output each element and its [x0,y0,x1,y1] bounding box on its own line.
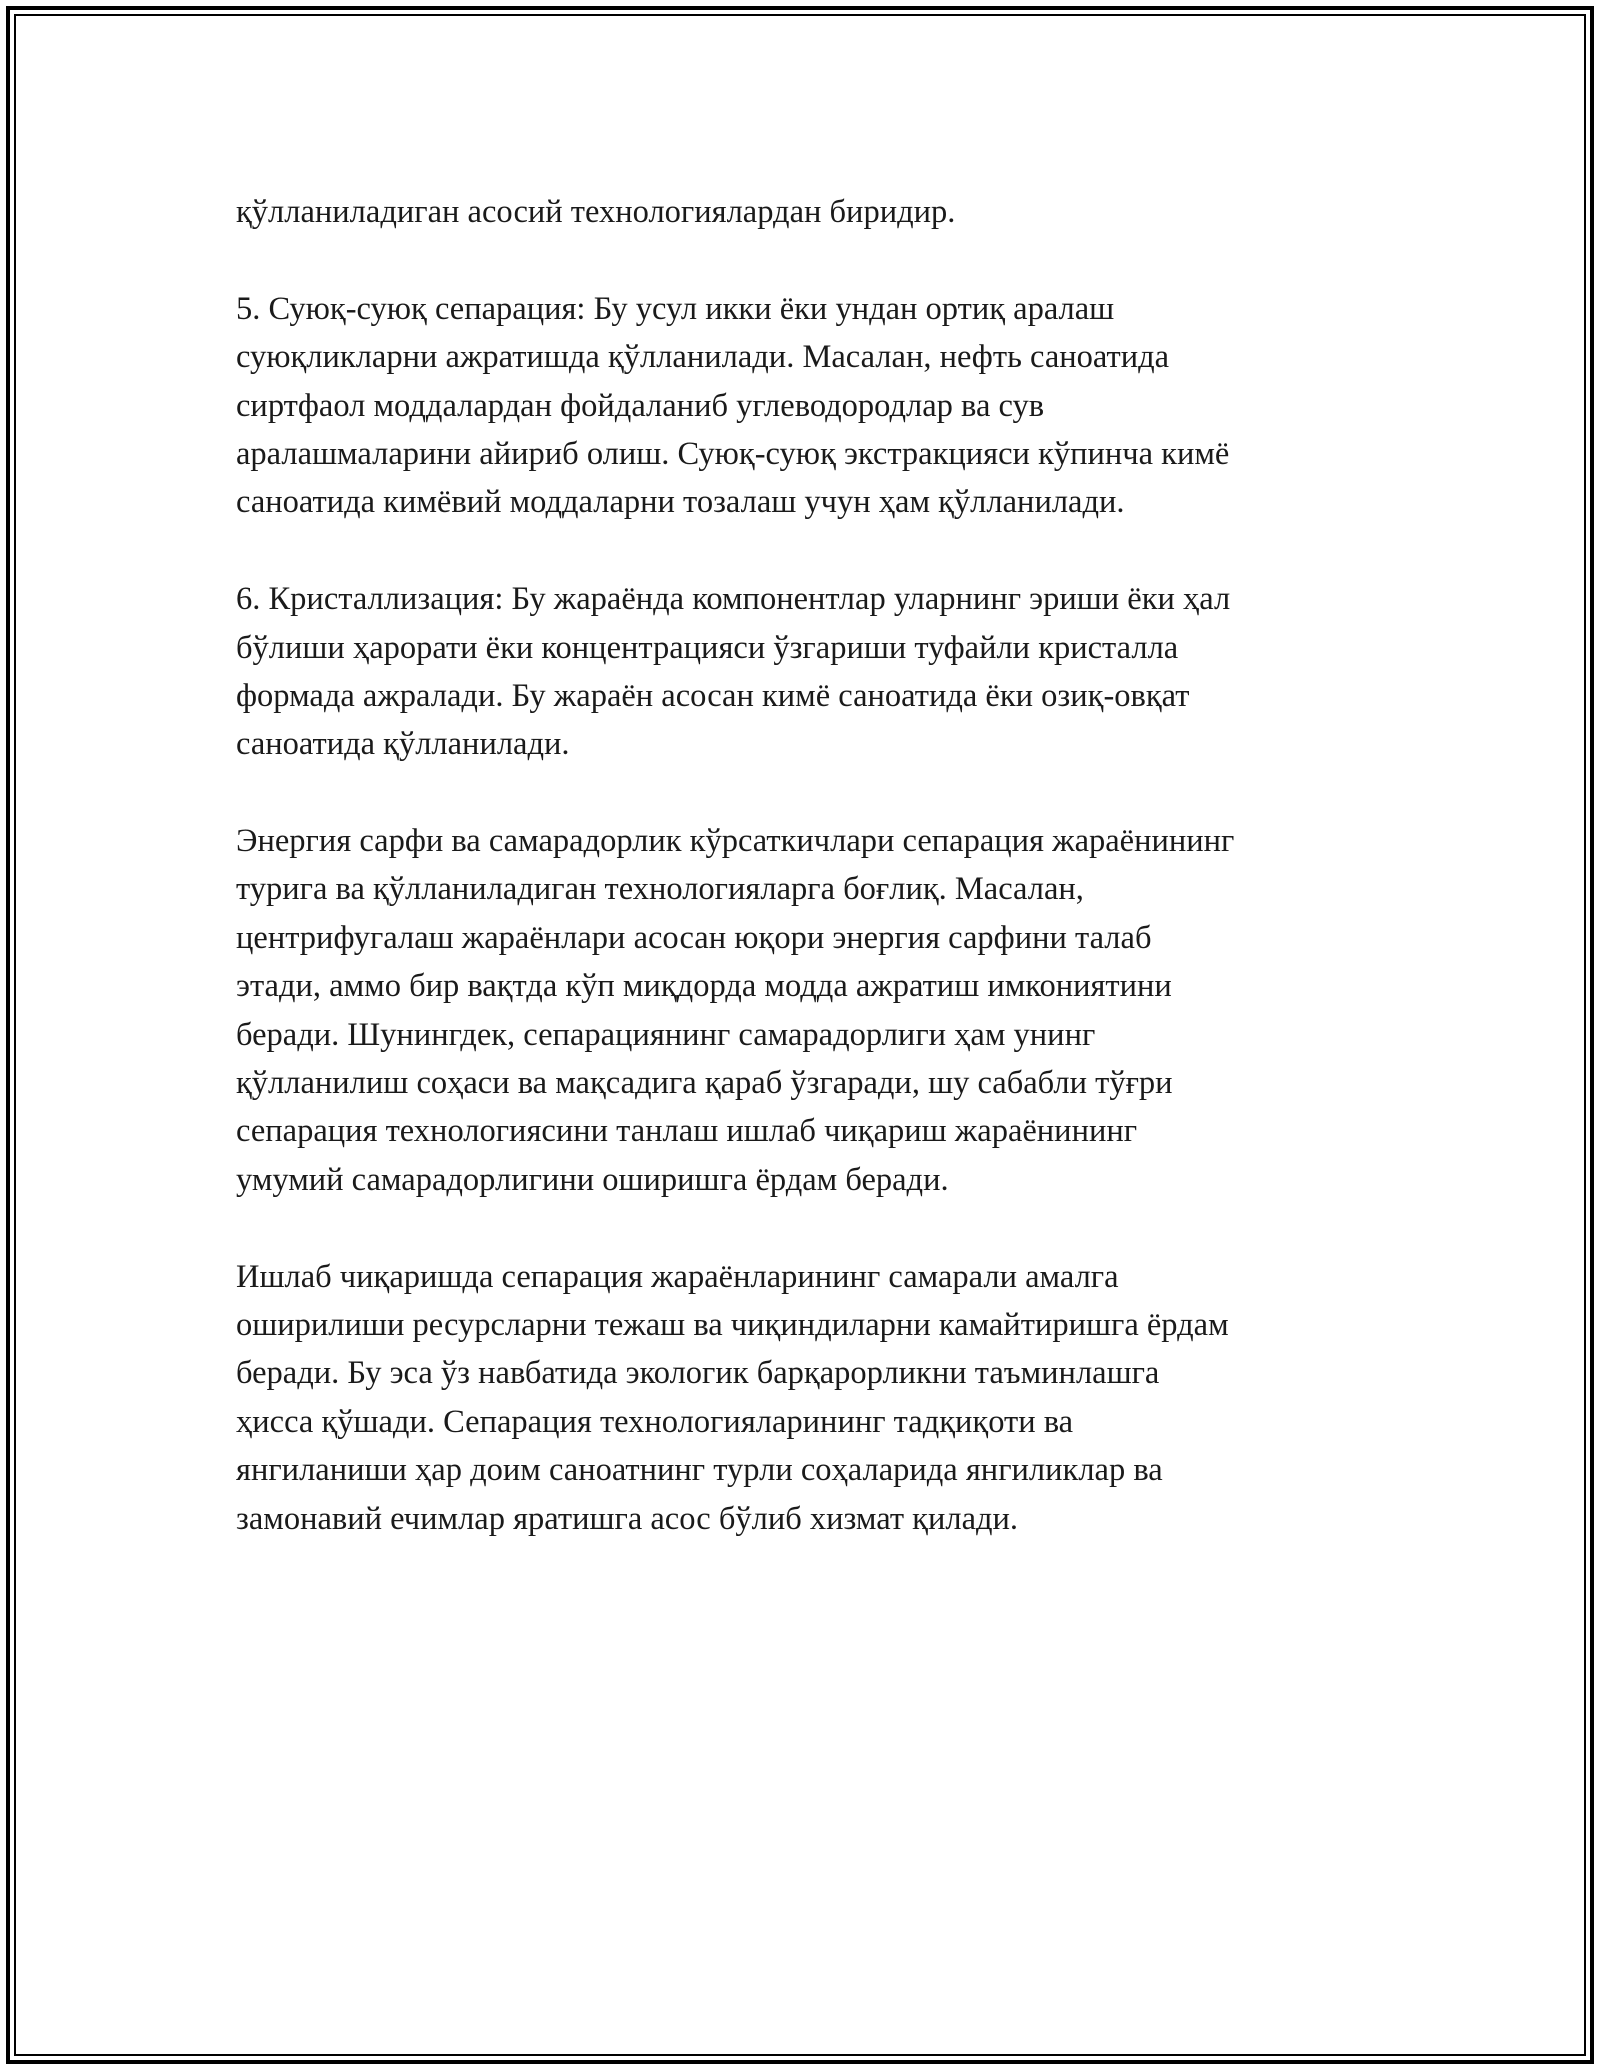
text-line: бўлиши ҳарорати ёки концентрацияси ўзгариши туфайли кристалла [236,629,1179,666]
paragraph-crystallization [236,575,1396,769]
text-line: Энергия сарфи ва самарадорлик кўрсаткичлари сепарация жараёнининг [236,823,1235,860]
paragraph-production-sustainability [236,1253,1396,1543]
text-line: турига ва қўлланиладиган технологияларга боғлиқ. Масалан, [236,871,1084,908]
paragraph-spacer [236,769,1396,817]
paragraph-continuation [236,188,1396,236]
text-line: умумий самарадорлигини оширишга ёрдам беради. [236,1161,949,1198]
text-line: саноатида кимёвий моддаларни тозалаш учун ҳам қўлланилади. [236,484,1125,521]
text-line: Ишлаб чиқаришда сепарация жараёнларининг самарали амалга [236,1258,1119,1295]
text-line: қўлланиладиган асосий технологиялардан биридир. [236,194,956,230]
paragraph-spacer [236,236,1396,284]
text-line: беради. Шунингдек, сепарациянинг самарадорлиги ҳам унинг [236,1016,1096,1053]
text-line: аралашмаларини айириб олиш. Суюқ-суюқ экстракцияси кўпинча кимё [236,435,1230,472]
paragraph-spacer [236,1204,1396,1252]
text-line: сепарация технологиясини танлаш ишлаб чиқариш жараёнининг [236,1113,1138,1150]
text-line: оширилиши ресурсларни тежаш ва чиқиндиларни камайтиришга ёрдам [236,1306,1229,1343]
text-line: қўлланилиш соҳаси ва мақсадига қараб ўзгаради, шу сабабли тўғри [236,1065,1173,1102]
text-line: 5. Суюқ-суюқ сепарация: Бу усул икки ёки ундан ортиқ аралаш [236,290,1115,327]
document-body [236,188,1396,1543]
text-line: этади, аммо бир вақтда кўп миқдорда модда ажратиш имкониятини [236,968,1172,1005]
text-line: янгиланиши ҳар доим саноатнинг турли соҳаларида янгиликлар ва [236,1452,1163,1489]
text-line: саноатида қўлланилади. [236,726,570,763]
text-line: замонавий ечимлар яратишга асос бўлиб хизмат қилади. [236,1500,1019,1537]
text-line: беради. Бу эса ўз навбатида экологик барқарорликни таъминлашга [236,1355,1160,1392]
text-line: 6. Кристаллизация: Бу жараёнда компонентлар уларнинг эриши ёки ҳал [236,581,1231,618]
text-line: суюқликларни ажратишда қўлланилади. Масалан, нефть саноатида [236,339,1170,376]
text-line: формада ажралади. Бу жараён асосан кимё саноатида ёки озиқ-овқат [236,677,1190,714]
text-line: ҳисса қўшади. Сепарация технологияларининг тадқиқоти ва [236,1403,1074,1440]
text-line: сиртфаол моддалардан фойдаланиб углеводородлар ва сув [236,387,1045,424]
text-line: центрифугалаш жараёнлари асосан юқори энергия сарфини талаб [236,919,1152,956]
paragraph-liquid-liquid-separation [236,285,1396,527]
paragraph-spacer [236,527,1396,575]
paragraph-energy-efficiency [236,817,1396,1204]
